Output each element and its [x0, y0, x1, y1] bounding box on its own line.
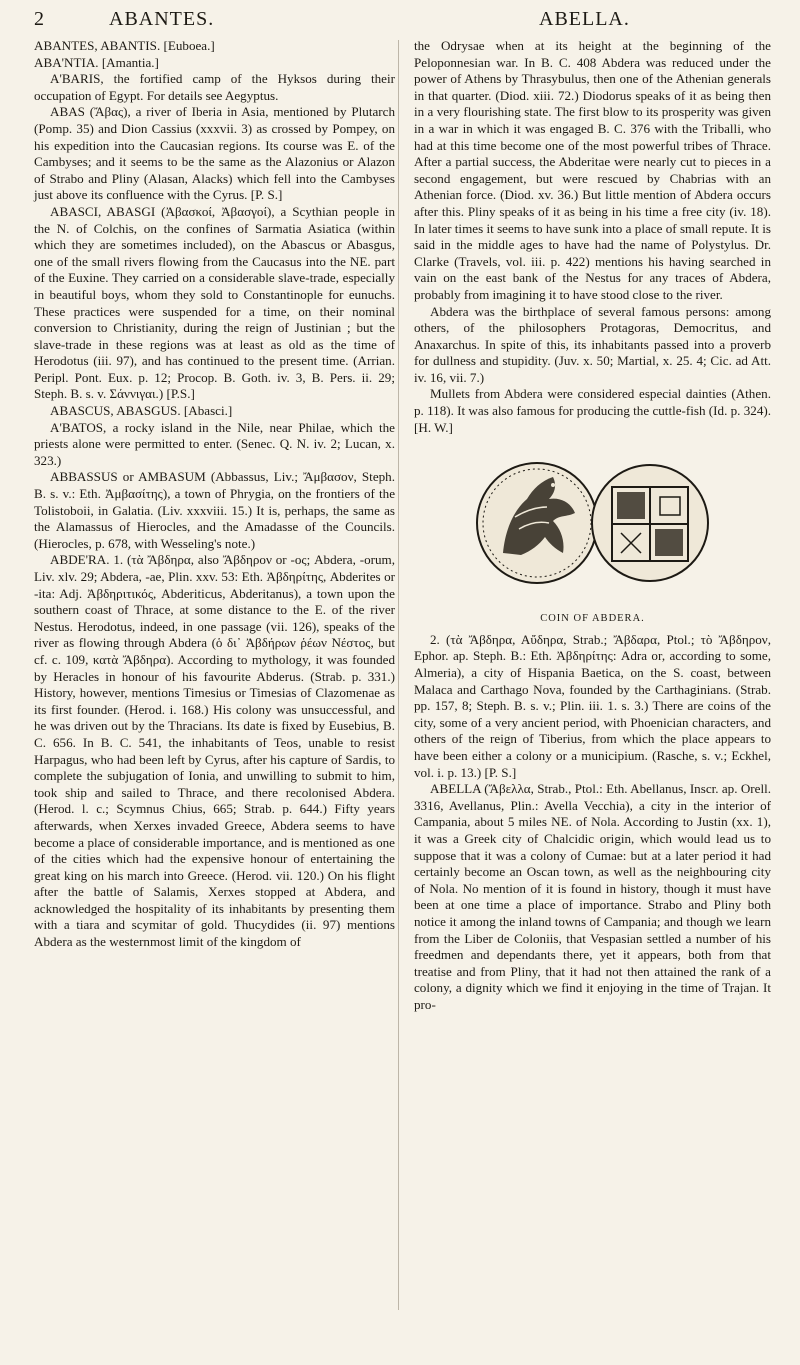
- page-number: 2: [34, 8, 45, 30]
- entry-abantes: ABANTES, ABANTIS. [Euboea.]: [34, 38, 215, 53]
- entry-abantia: ABA'NTIA. [Amantia.]: [34, 54, 159, 70]
- abdera-birthplace: Abdera was the birthplace of several famous persons: among others, of the philosophers Protagoras, Democritus, and Anaxarchus. In spite of this, its inhabitants passed into a proverb for dullness and stupidity. (Juv. x. 50; Martial, x. 25. 4; Cic. ad Att. iv. 16, vii. 7.): [414, 303, 771, 385]
- coin-illustration: [414, 441, 771, 609]
- coin-obverse: [477, 463, 597, 583]
- entry-abasci: ABASCI, ABASGI (Ἀβασκοί, Ἀβασγοί), a Scythian people in the N. of Colchis, on the confines of Sarmatia Asiatica (within which they are sometimes included), on the Abascus or Abasgus, one of the small rivers flowing from the Caucasus into the NE. part of the Euxine. They carried on a considerable slave-trade, especially in beautiful boys, whom they sold to Constantinople for eunuchs. These practices were suspended for a time, on their nominal conversion to Christianity, during the reign of Justinian ; but the slave-trade in these regions was at least as old as the time of Herodotus (iii. 97), and has continued to the present time. (Arrian. Peripl. Pont. Eux. p. 12; Procop. B. Goth. iv. 3, B. Pers. ii. 29; Steph. B. s. v. Σάννιγαι.) [P.S.]: [34, 203, 395, 402]
- left-column: [34, 38, 395, 951]
- abdera-mullets: Mullets from Abdera were considered especial dainties (Athen. p. 118). It was also famous for producing the cuttle-fish (Id. p. 324). [H. W.]: [414, 386, 771, 435]
- entry-abatos: A'BATOS, a rocky island in the Nile, near Philae, which the priests alone were permitted to enter. (Senec. Q. N. iv. 2; Lucan, x. 323.): [34, 419, 395, 468]
- coin-of-abdera-image: [475, 441, 711, 609]
- entry-abdera-2: 2. (τὰ Ἄβδηρα, Αὔδηρα, Strab.; Ἄβδαρα, Ptol.; τὸ Ἄβδηρον, Ephor. ap. Steph. B.: Eth. Ἀβδηρίτης: Adra or, according to some, Almeria), a city of Hispania Baetica, on the S. coast, between Malaca and Carthago Nova, founded by the Carthaginians. (Strab. pp. 157, 8; Steph. B. s. v.; Plin. iii. 1. s. 3.) There are coins of the city, some of a very ancient period, with Phoenician characters, and others of the reign of Tiberius, from which the place appears to have been either a colony or a municipium. (Rasche, s. v.; Eckhel, vol. i. p. 13.) [P. S.]: [414, 631, 771, 780]
- entry-abdera: ABDE'RA. 1. (τὰ Ἄβδηρα, also Ἄβδηρον or -ος; Abdera, -orum, Liv. xlv. 29; Abdera, -ae, Plin. xxv. 53: Eth. Ἀβδηρίτης, Abderites or -ita: Adj. Ἀβδηριτικός, Abderiticus, Abderitanus), a town upon the southern coast of Thrace, at some distance to the E. of the river Nestus. Herodotus, indeed, in one passage (vii. 126), speaks of the river as flowing through Abdera (ὁ δι᾽ Ἀβδήρων ῥέων Νέστος, but cf. c. 109, κατὰ Ἄβδηρα). According to mythology, it was founded by Heracles in honour of his favourite Abderus. (Strab. p. 331.) History, however, mentions Timesius or Timesias of Clazomenae as its first founder. (Herod. i. 168.) His colony was unsuccessful, and he was driven out by the Thracians. Its date is fixed by Eusebius, B. C. 656. In B. C. 541, the inhabitants of Teos, unable to resist Harpagus, who had been left by Cyrus, after his capture of Sardis, to complete the subjugation of Ionia, and unwilling to submit to him, took ship and sailed to Thrace, and there recolonised Abdera. (Herod. l. c.; Scymnus Chius, 665; Strab. p. 644.) Fifty years afterwards, when Xerxes invaded Greece, Abdera seems to have become a place of considerable importance, and is mentioned as one of the cities which had the expensive honour of entertaining the great king on his march into Greece. (Herod. vii. 120.) On his flight after the battle of Salamis, Xerxes stopped at Abdera, and acknowledged the hospitality of its inhabitants by presenting them with a tiara and scymitar of gold. Thucydides (ii. 97) mentions Abdera as the westernmost limit of the kingdom of: [34, 552, 395, 950]
- running-header: [34, 8, 760, 36]
- column-divider: [398, 40, 399, 1310]
- abdera-continued: the Odrysae when at its height at the beginning of the Peloponnesian war. In B. C. 408 Abdera was reduced under the power of Athens by Thrasybulus, then one of the Athenian generals in that quarter. (Diod. xiii. 72.) Diodorus speaks of it as being then in a very flourishing state. The first blow to its prosperity was given in a war in which it was engaged B. C. 376 with the Triballi, who had at this time become one of the most powerful tribes of Thrace. After a partial success, the Abderitae were nearly cut to pieces in a second engagement, but were rescued by Chabrias with an Athenian force. (Diod. xv. 36.) But little mention of Abdera occurs after this. Pliny speaks of it as being in his time a free city (iv. 18). In later times it seems to have sunk into a place of small repute. It is said in the middle ages to have had the name of Polystylus. Dr. Clarke (Travels, vol. iii. p. 422) mentions his having searched in vain on the east bank of the Nestus for any traces of Abdera, probably from imagining it to have stood close to the river.: [414, 38, 771, 302]
- right-running-title: ABELLA.: [539, 8, 630, 30]
- coin-reverse: [592, 465, 708, 581]
- entry-abella: ABELLA (Ἄβελλα, Strab., Ptol.: Eth. Abellanus, Inscr. ap. Orell. 3316, Avellanus, Plin.: Avella Vecchia), a city in the interior of Campania, about 5 miles NE. of Nola. According to Justin (xx. 1), it was a Greek city of Chalcidic origin, which would lead us to suppose that it was a colony of Cumae: but at a later period it had certainly become an Oscan town, as well as the neighbouring city of Nola. No mention of it is found in history, though it must have been at one time a place of importance. Strabo and Pliny both notice it among the inland towns of Campania; and though we learn from the Liber de Coloniis, that Vespasian settled a number of his freedmen and dependants there, yet it appears, both from that treatise and from Pliny, that it had not then attained the rank of a colony, a dignity which we find it enjoying in the time of Trajan. It pro-: [414, 781, 771, 1012]
- coin-caption: COIN OF ABDERA.: [540, 613, 645, 625]
- left-running-title: ABANTES.: [109, 8, 215, 30]
- entry-abaris: A'BARIS, the fortified camp of the Hyksos during their occupation of Egypt. For details see Aegyptus.: [34, 71, 395, 103]
- entry-abas: ABAS (Ἄβας), a river of Iberia in Asia, mentioned by Plutarch (Pomp. 35) and Dion Cassius (xxxvii. 3) as crossed by Pompey, on his expedition into the Caucasian regions. Its course was E. of the Cambyses; and it seems to be the same as the Alazonius or Alazon of Strabo and Pliny (Alasan, Alacks) which fell into the Cambyses just above its confluence with the Cyrus. [P. S.]: [34, 104, 395, 203]
- entry-abascus: ABASCUS, ABASGUS. [Abasci.]: [50, 403, 233, 419]
- right-column: [414, 38, 771, 1014]
- entry-abbassus: ABBASSUS or AMBASUM (Abbassus, Liv.; Ἄμβασον, Steph. B. s. v.: Eth. Ἀμβασίτης), a town of Phrygia, on the frontiers of the Tolistoboii, in Galatia. (Liv. xxxviii. 15.) It is, perhaps, the same as the Alamassus of Hierocles, and the Amadasse of the Councils. (Hierocles, p. 678, with Wesseling's note.): [34, 469, 395, 551]
